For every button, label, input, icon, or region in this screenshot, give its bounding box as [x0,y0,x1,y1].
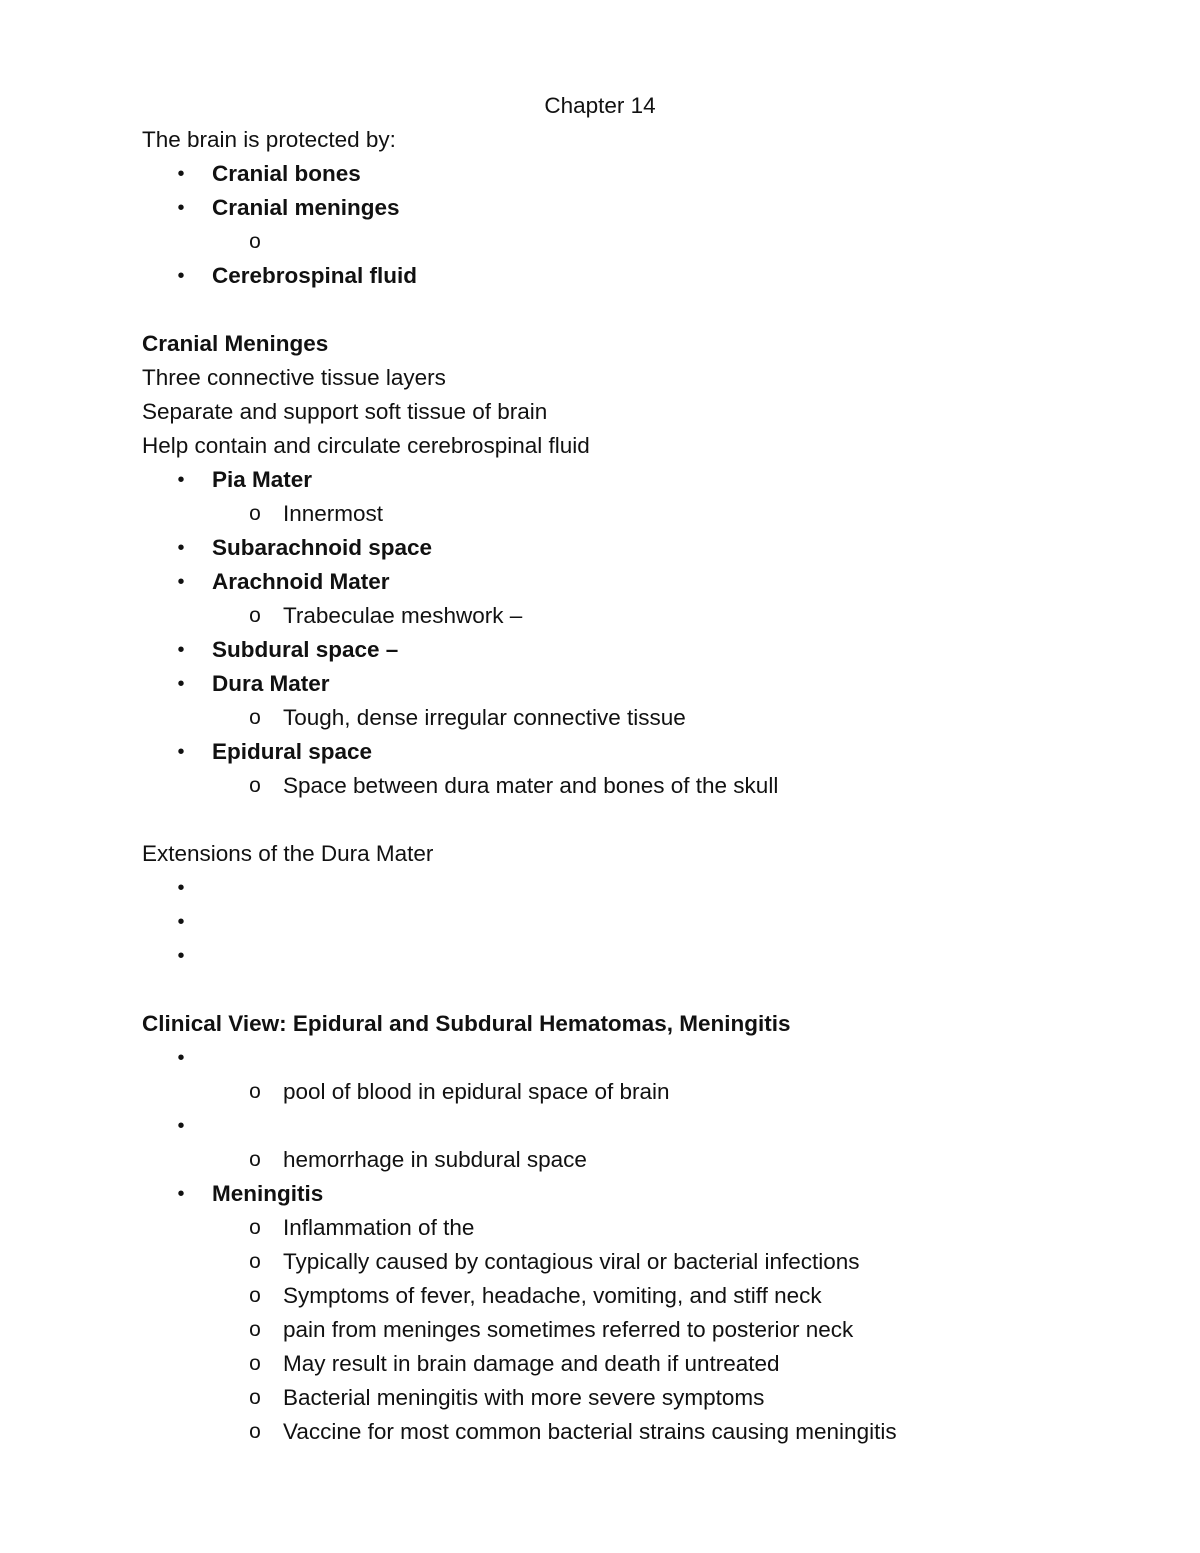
sub-list-item [142,1415,1062,1449]
section-heading-clinical-view: Clinical View: Epidural and Subdural Hematomas, Meningitis [142,1011,791,1036]
list-item-label: Cranial bones [212,161,361,186]
sub-bullet-icon: o [249,774,261,797]
sub-bullet-icon: o [249,1386,261,1409]
list-item [142,667,1062,701]
sub-list-item [142,1211,1062,1245]
sub-list-item [142,225,1062,259]
sub-list-item-label: Tough, dense irregular connective tissue [283,705,686,730]
sub-bullet-icon: o [249,230,261,253]
bullet-icon: • [177,741,185,763]
sub-list-item [142,1143,1062,1177]
list-item [142,259,1062,293]
document-content [142,89,1062,1449]
list-item [142,191,1062,225]
protection-intro: The brain is protected by: [142,127,396,152]
bullet-icon: • [177,673,185,695]
sub-list-item [142,769,1062,803]
sub-list-item [142,1075,1062,1109]
spacer [142,973,1062,1007]
list-item [142,1041,1062,1075]
list-item [142,463,1062,497]
bullet-icon: • [177,571,185,593]
sub-bullet-icon: o [249,1216,261,1239]
sub-list-item [142,1347,1062,1381]
sub-list-item-label: Bacterial meningitis with more severe symptoms [283,1385,765,1410]
bullet-icon: • [177,639,185,661]
list-item-label: Cerebrospinal fluid [212,263,418,288]
sub-list-item-label: pain from meninges sometimes referred to posterior neck [283,1317,854,1342]
bullet-icon: • [177,1115,185,1137]
list-item-label: Dura Mater [212,671,330,696]
list-item [142,633,1062,667]
list-item [142,939,1062,973]
sub-list-item-label: Typically caused by contagious viral or bacterial infections [283,1249,860,1274]
list-item [142,531,1062,565]
bullet-icon: • [177,945,185,967]
sub-list-item [142,1245,1062,1279]
bullet-icon: • [177,877,185,899]
sub-list-item [142,1313,1062,1347]
list-item [142,1109,1062,1143]
sub-list-item-label: May result in brain damage and death if untreated [283,1351,780,1376]
list-item [142,565,1062,599]
list-item [142,735,1062,769]
sub-bullet-icon: o [249,1284,261,1307]
sub-list-item-label: Symptoms of fever, headache, vomiting, and stiff neck [283,1283,822,1308]
list-item-label: Arachnoid Mater [212,569,390,594]
sub-bullet-icon: o [249,1080,261,1103]
bullet-icon: • [177,265,185,287]
list-item [142,905,1062,939]
paragraph-line: Separate and support soft tissue of brain [142,399,548,424]
sub-list-item-label: Innermost [283,501,384,526]
sub-bullet-icon: o [249,1250,261,1273]
list-item-label: Meningitis [212,1181,324,1206]
paragraph-line: Help contain and circulate cerebrospinal fluid [142,433,590,458]
sub-list-item-label: pool of blood in epidural space of brain [283,1079,670,1104]
bullet-icon: • [177,911,185,933]
spacer [142,293,1062,327]
section-heading-extensions: Extensions of the Dura Mater [142,841,434,866]
bullet-icon: • [177,537,185,559]
section-heading-cranial-meninges: Cranial Meninges [142,331,329,356]
list-item [142,157,1062,191]
sub-list-item-label: Trabeculae meshwork – [283,603,523,628]
bullet-icon: • [177,1183,185,1205]
list-item-label: Subdural space – [212,637,399,662]
sub-bullet-icon: o [249,604,261,627]
sub-bullet-icon: o [249,502,261,525]
bullet-icon: • [177,1047,185,1069]
bullet-icon: • [177,469,185,491]
list-item [142,1177,1062,1211]
list-item-label: Epidural space [212,739,373,764]
list-item [142,871,1062,905]
sub-list-item [142,599,1062,633]
sub-list-item-label: Space between dura mater and bones of the skull [283,773,779,798]
sub-list-item [142,1381,1062,1415]
bullet-icon: • [177,197,185,219]
sub-list-item-label: Vaccine for most common bacterial strains causing meningitis [283,1419,897,1444]
list-item-label: Subarachnoid space [212,535,433,560]
sub-list-item [142,497,1062,531]
sub-bullet-icon: o [249,1352,261,1375]
paragraph-line: Three connective tissue layers [142,365,446,390]
sub-list-item-label: Inflammation of the [283,1215,475,1240]
spacer [142,803,1062,837]
chapter-title: Chapter 14 [544,93,656,118]
list-item-label: Cranial meninges [212,195,400,220]
sub-bullet-icon: o [249,1420,261,1443]
sub-bullet-icon: o [249,706,261,729]
list-item-label: Pia Mater [212,467,313,492]
sub-list-item [142,1279,1062,1313]
sub-bullet-icon: o [249,1148,261,1171]
bullet-icon: • [177,163,185,185]
sub-bullet-icon: o [249,1318,261,1341]
sub-list-item [142,701,1062,735]
sub-list-item-label: hemorrhage in subdural space [283,1147,587,1172]
